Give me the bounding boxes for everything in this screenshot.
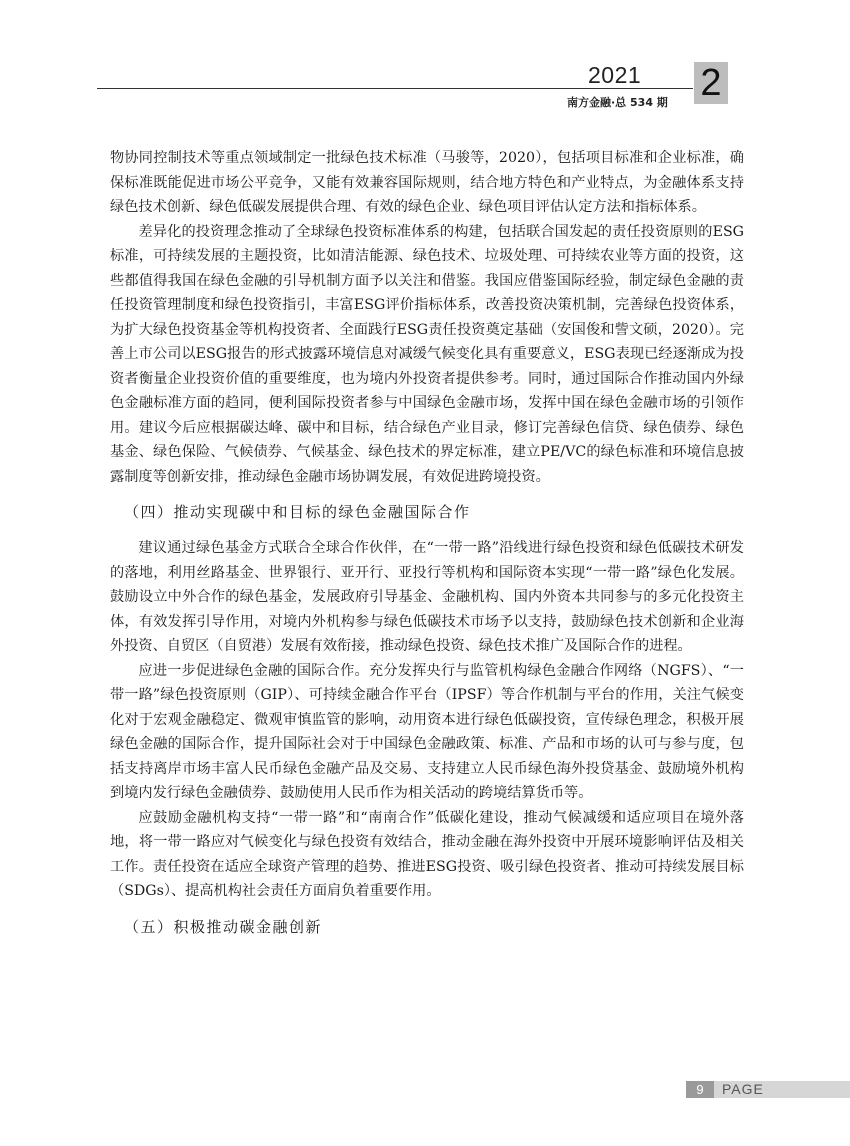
page-number: 9: [686, 1081, 714, 1098]
header-rule: [97, 88, 693, 89]
paragraph-green-fund: 建议通过绿色基金方式联合全球合作伙伴，在“一带一路”沿线进行绿色投资和绿色低碳技术研发的落地，利用丝路基金、世界银行、亚开行、亚投行等机构和国际资本实现“一带一路”绿色化发展。鼓励设立中外合作的绿色基金，发展政府引导基金、金融机构、国内外资本共同参与的多元化投资主体，有效发挥引导作用，对境内外机构参与绿色低碳技术市场予以支持，鼓励绿色技术创新和企业海外投资、自贸区（自贸港）发展有效衔接，推动绿色投资、绿色技术推广及国际合作的进程。: [110, 540, 744, 654]
header-year: 2021: [588, 62, 642, 88]
article-body: [110, 146, 744, 951]
paragraph-belt-road: 应鼓励金融机构支持“一带一路”和“南南合作”低碳化建设，推动气候减缓和适应项目在境外落地，将一带一路应对气候变化与绿色投资有效结合，推动金融在海外投资中开展环境影响评估及相关工作。责任投资在适应全球资产管理的趋势、推进ESG投资、吸引绿色投资者、推动可持续发展目标（SDGs）、提高机构社会责任方面肩负着重要作用。: [110, 809, 744, 899]
page-label: PAGE: [722, 1081, 764, 1097]
paragraph-international-cooperation: 应进一步促进绿色金融的国际合作。充分发挥央行与监管机构绿色金融合作网络（NGFS）、“一带一路”绿色投资原则（GIP）、可持续金融合作平台（IPSF）等合作机制与平台的作用，关注气候变化对于宏观金融稳定、微观审慎监管的影响，动用资本进行绿色低碳投资，宣传绿色理念，积极开展绿色金融的国际合作，提升国际社会对于中国绿色金融政策、标准、产品和市场的认可与参与度，包括支持离岸市场丰富人民币绿色金融产品及交易、支持建立人民币绿色海外投贷基金、鼓励境外机构到境内发行绿色金融债券、鼓励使用人民币作为相关活动的跨境结算货币等。: [110, 662, 744, 801]
section-heading-4: （四）推动实现碳中和目标的绿色金融国际合作: [124, 503, 471, 521]
issue-number-badge: 2: [694, 62, 728, 104]
paragraph-esg-standards: 差异化的投资理念推动了全球绿色投资标准体系的构建，包括联合国发起的责任投资原则的ESG标准，可持续发展的主题投资，比如清洁能源、绿色技术、垃圾处理、可持续农业等方面的投资，这些都值得我国在绿色金融的引导机制方面予以关注和借鉴。我国应借鉴国际经验，制定绿色金融的责任投资管理制度和绿色投资指引，丰富ESG评价指标体系，改善投资决策机制，完善绿色投资体系，为扩大绿色投资基金等机构投资者、全面践行ESG责任投资奠定基础（安国俊和訾文硕，2020）。完善上市公司以ESG报告的形式披露环境信息对减缓气候变化具有重要意义，ESG表现已经逐渐成为投资者衡量企业投资价值的重要维度，也为境内外投资者提供参考。同时，通过国际合作推动国内外绿色金融标准方面的趋同，便利国际投资者参与中国绿色金融市场，发挥中国在绿色金融市场的引领作用。建议今后应根据碳达峰、碳中和目标，结合绿色产业目录，修订完善绿色信贷、绿色债券、绿色基金、绿色保险、气候债券、气候基金、绿色技术的界定标准，建立PE/VC的绿色标准和环境信息披露制度等创新安排，推动绿色金融市场协调发展，有效促进跨境投资。: [110, 223, 744, 485]
section-heading-5: （五）积极推动碳金融创新: [124, 917, 323, 936]
journal-title: 南方金融·总 534 期: [567, 96, 668, 109]
paragraph-continued: 物协同控制技术等重点领域制定一批绿色技术标准（马骏等，2020），包括项目标准和企业标准，确保标准既能促进市场公平竞争，又能有效兼容国际规则，结合地方特色和产业特点，为金融体系支持绿色技术创新、绿色低碳发展提供合理、有效的绿色企业、绿色项目评估认定方法和指标体系。: [110, 150, 744, 215]
